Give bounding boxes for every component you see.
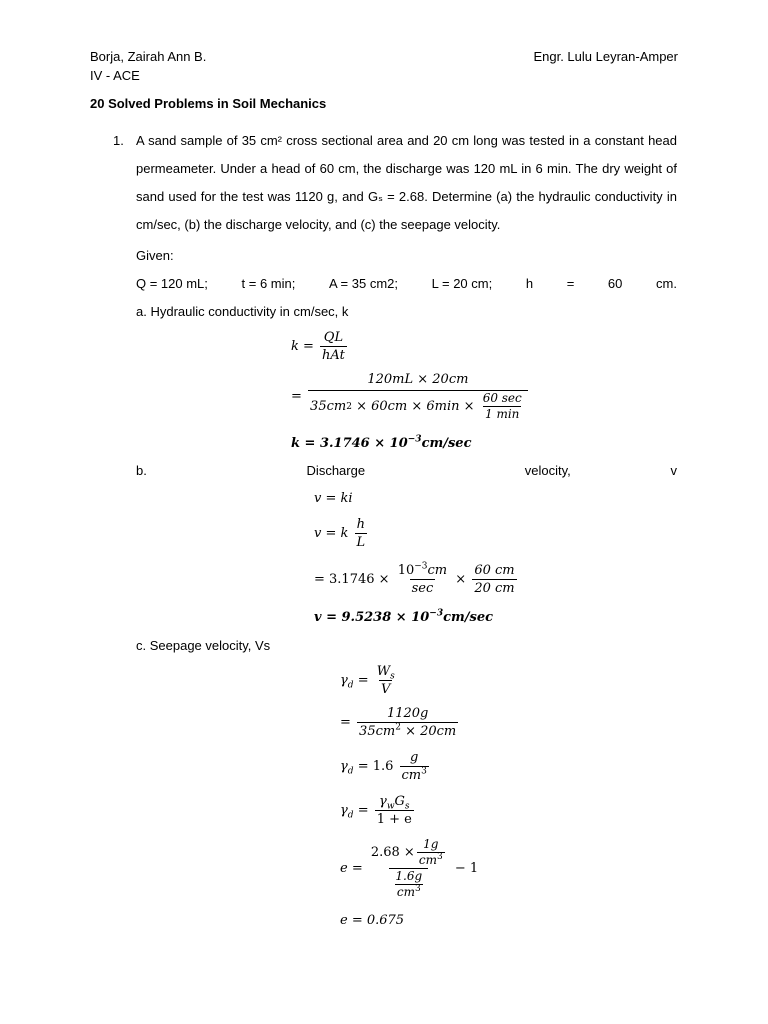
superscript: 3 bbox=[421, 766, 427, 777]
num-sub-s: s bbox=[404, 801, 410, 812]
frac-den: hAt bbox=[322, 348, 345, 363]
den-part: 35cm bbox=[310, 399, 347, 414]
section-label: IV - ACE bbox=[90, 68, 140, 83]
frac-den: 20 cm bbox=[474, 581, 515, 596]
document-title: 20 Solved Problems in Soil Mechanics bbox=[90, 96, 327, 111]
v-result-exponent: −3 bbox=[429, 608, 444, 619]
k-result-exponent: −3 bbox=[407, 434, 422, 445]
superscript: 3 bbox=[414, 884, 421, 894]
frac-den: 1 min bbox=[485, 407, 520, 421]
frac-den bbox=[395, 884, 423, 899]
frac-ws-v bbox=[375, 664, 397, 697]
given-l: L = 20 cm; bbox=[431, 276, 493, 291]
frac-h-l bbox=[355, 517, 368, 550]
times-sign: × bbox=[455, 572, 467, 587]
part-b-label bbox=[136, 463, 677, 478]
eq-sign: = bbox=[357, 673, 369, 688]
eq-gd-substitution bbox=[340, 706, 460, 739]
part-b-word2: velocity, bbox=[524, 463, 571, 478]
frac-e-complex bbox=[369, 838, 449, 899]
eq-k-lhs: k = bbox=[291, 339, 314, 354]
gamma-sub: d bbox=[347, 680, 354, 691]
given-values bbox=[136, 276, 677, 291]
frac-num: h bbox=[356, 517, 366, 532]
problem-number: 1. bbox=[113, 133, 124, 148]
num-g: G bbox=[394, 794, 405, 809]
num-exp: −3 bbox=[414, 561, 428, 572]
frac-den: 1 + e bbox=[376, 812, 412, 827]
part-b-word1: Discharge bbox=[306, 463, 366, 478]
den-unit: cm bbox=[418, 853, 437, 867]
eq-sign: = bbox=[291, 389, 302, 404]
eq-v-khl bbox=[314, 517, 369, 550]
eq-v-lhs: v = k bbox=[314, 526, 349, 541]
problem-text: A sand sample of 35 cm² cross sectional area and 20 cm long was tested in a constant head permeameter. Under a head of 60 cm, the discharge was 120 mL in 6 min. The dry weight of sand used for the test was 1120 g, and Gₛ = 2.68. Determine (a) the hydraulic conductivity in cm/sec, (b) the discharge velocity, and (c) the seepage velocity. bbox=[136, 133, 677, 232]
num-gamma: γ bbox=[379, 794, 387, 809]
frac-num: 60 cm bbox=[474, 563, 515, 578]
e-lhs: e = bbox=[340, 861, 363, 876]
num-base: 10 bbox=[397, 563, 415, 578]
student-name: Borja, Zairah Ann B. bbox=[90, 49, 207, 64]
num-part: 2.68 × bbox=[370, 845, 415, 860]
frac-num: 120mL × 20cm bbox=[367, 372, 469, 387]
v-result-unit: cm/sec bbox=[443, 610, 494, 625]
superscript: 3 bbox=[436, 852, 443, 862]
given-a: A = 35 cm2; bbox=[328, 276, 398, 291]
e-minus-one: − 1 bbox=[454, 861, 479, 876]
frac-den bbox=[417, 852, 445, 867]
given-q: Q = 120 mL; bbox=[136, 276, 208, 291]
num-sub: s bbox=[390, 671, 395, 682]
frac-ql-hat bbox=[320, 330, 347, 363]
eq-gd-ws-v bbox=[340, 664, 399, 697]
eq-k-substitution bbox=[291, 372, 530, 421]
frac-1g-cm3 bbox=[417, 838, 445, 867]
v-result-value: v = 9.5238 × 10 bbox=[314, 610, 430, 625]
frac-16g-cm3 bbox=[393, 870, 424, 899]
given-label: Given: bbox=[136, 248, 174, 263]
num-w: W bbox=[376, 664, 391, 679]
frac-num: 1g bbox=[423, 837, 439, 851]
eq-gd-gwgs bbox=[340, 794, 416, 827]
eq-gd-result bbox=[340, 750, 431, 783]
frac-sec-min bbox=[481, 392, 524, 421]
eq-e-formula bbox=[340, 838, 478, 899]
den-unit: cm bbox=[401, 768, 422, 783]
given-h-value: 60 bbox=[607, 276, 623, 291]
frac-g-cm3 bbox=[400, 750, 429, 783]
given-h-unit: cm. bbox=[656, 276, 677, 291]
frac-num bbox=[396, 563, 449, 579]
den-unit: cm bbox=[396, 885, 415, 899]
eq-sign: = bbox=[357, 803, 369, 818]
frac-num: QL bbox=[323, 330, 344, 345]
frac-num bbox=[369, 838, 449, 868]
frac-num: 1.6g bbox=[395, 869, 423, 883]
k-result-unit: cm/sec bbox=[421, 436, 472, 451]
den-part: × 60cm × 6min × bbox=[351, 399, 479, 414]
eq-v-sub-lhs: = 3.1746 × bbox=[314, 572, 390, 587]
frac-den: L bbox=[356, 535, 366, 550]
frac-num bbox=[377, 794, 412, 810]
frac-den: V bbox=[381, 682, 391, 697]
gd-value: = 1.6 bbox=[357, 759, 394, 774]
given-eq: = bbox=[566, 276, 575, 291]
eq-k-result bbox=[291, 436, 472, 451]
frac-den bbox=[357, 722, 458, 739]
frac-den bbox=[400, 766, 429, 783]
superscript: 2 bbox=[395, 722, 401, 733]
part-c-label: c. Seepage velocity, Vs bbox=[136, 638, 271, 653]
gamma-sub: d bbox=[347, 766, 354, 777]
eq-v-result bbox=[314, 610, 493, 625]
frac-gwgs-1e bbox=[375, 794, 414, 827]
given-t: t = 6 min; bbox=[241, 276, 296, 291]
frac-k-value bbox=[396, 563, 449, 596]
frac-num: g bbox=[410, 750, 419, 765]
eq-sign: = bbox=[340, 715, 351, 730]
den-part: 35cm bbox=[359, 724, 396, 739]
eq-v-ki: v = ki bbox=[314, 491, 353, 506]
frac-num bbox=[375, 664, 397, 680]
gamma-symbol: γ bbox=[340, 759, 348, 774]
gamma-symbol: γ bbox=[340, 803, 348, 818]
frac-1120-vol bbox=[357, 706, 458, 739]
frac-num: 60 sec bbox=[482, 391, 522, 405]
eq-k-formula bbox=[291, 330, 349, 363]
gamma-sub: d bbox=[347, 810, 354, 821]
frac-den: sec bbox=[411, 581, 434, 596]
frac-den: 35cm 2 × 60cm × 6min × $\frac{60 \sec}{1 \min}$ bbox=[308, 390, 528, 421]
given-h: h bbox=[525, 276, 534, 291]
eq-v-substitution bbox=[314, 563, 519, 596]
frac-den bbox=[389, 868, 428, 899]
frac-k-sub bbox=[308, 372, 528, 421]
num-sub-w: w bbox=[386, 801, 395, 812]
instructor-name: Engr. Lulu Leyran-Amper bbox=[533, 49, 678, 64]
k-result-value: k = 3.1746 × 10 bbox=[291, 436, 408, 451]
part-b-letter: b. bbox=[136, 463, 147, 478]
den-part: × 20cm bbox=[400, 724, 457, 739]
part-a-label: a. Hydraulic conductivity in cm/sec, k bbox=[136, 304, 349, 319]
part-b-symbol: v bbox=[670, 463, 677, 478]
frac-num: 1120g bbox=[386, 706, 429, 721]
eq-e-result: e = 0.675 bbox=[340, 913, 405, 928]
num-unit: cm bbox=[427, 563, 448, 578]
gamma-symbol: γ bbox=[340, 673, 348, 688]
frac-60-20 bbox=[472, 563, 516, 596]
